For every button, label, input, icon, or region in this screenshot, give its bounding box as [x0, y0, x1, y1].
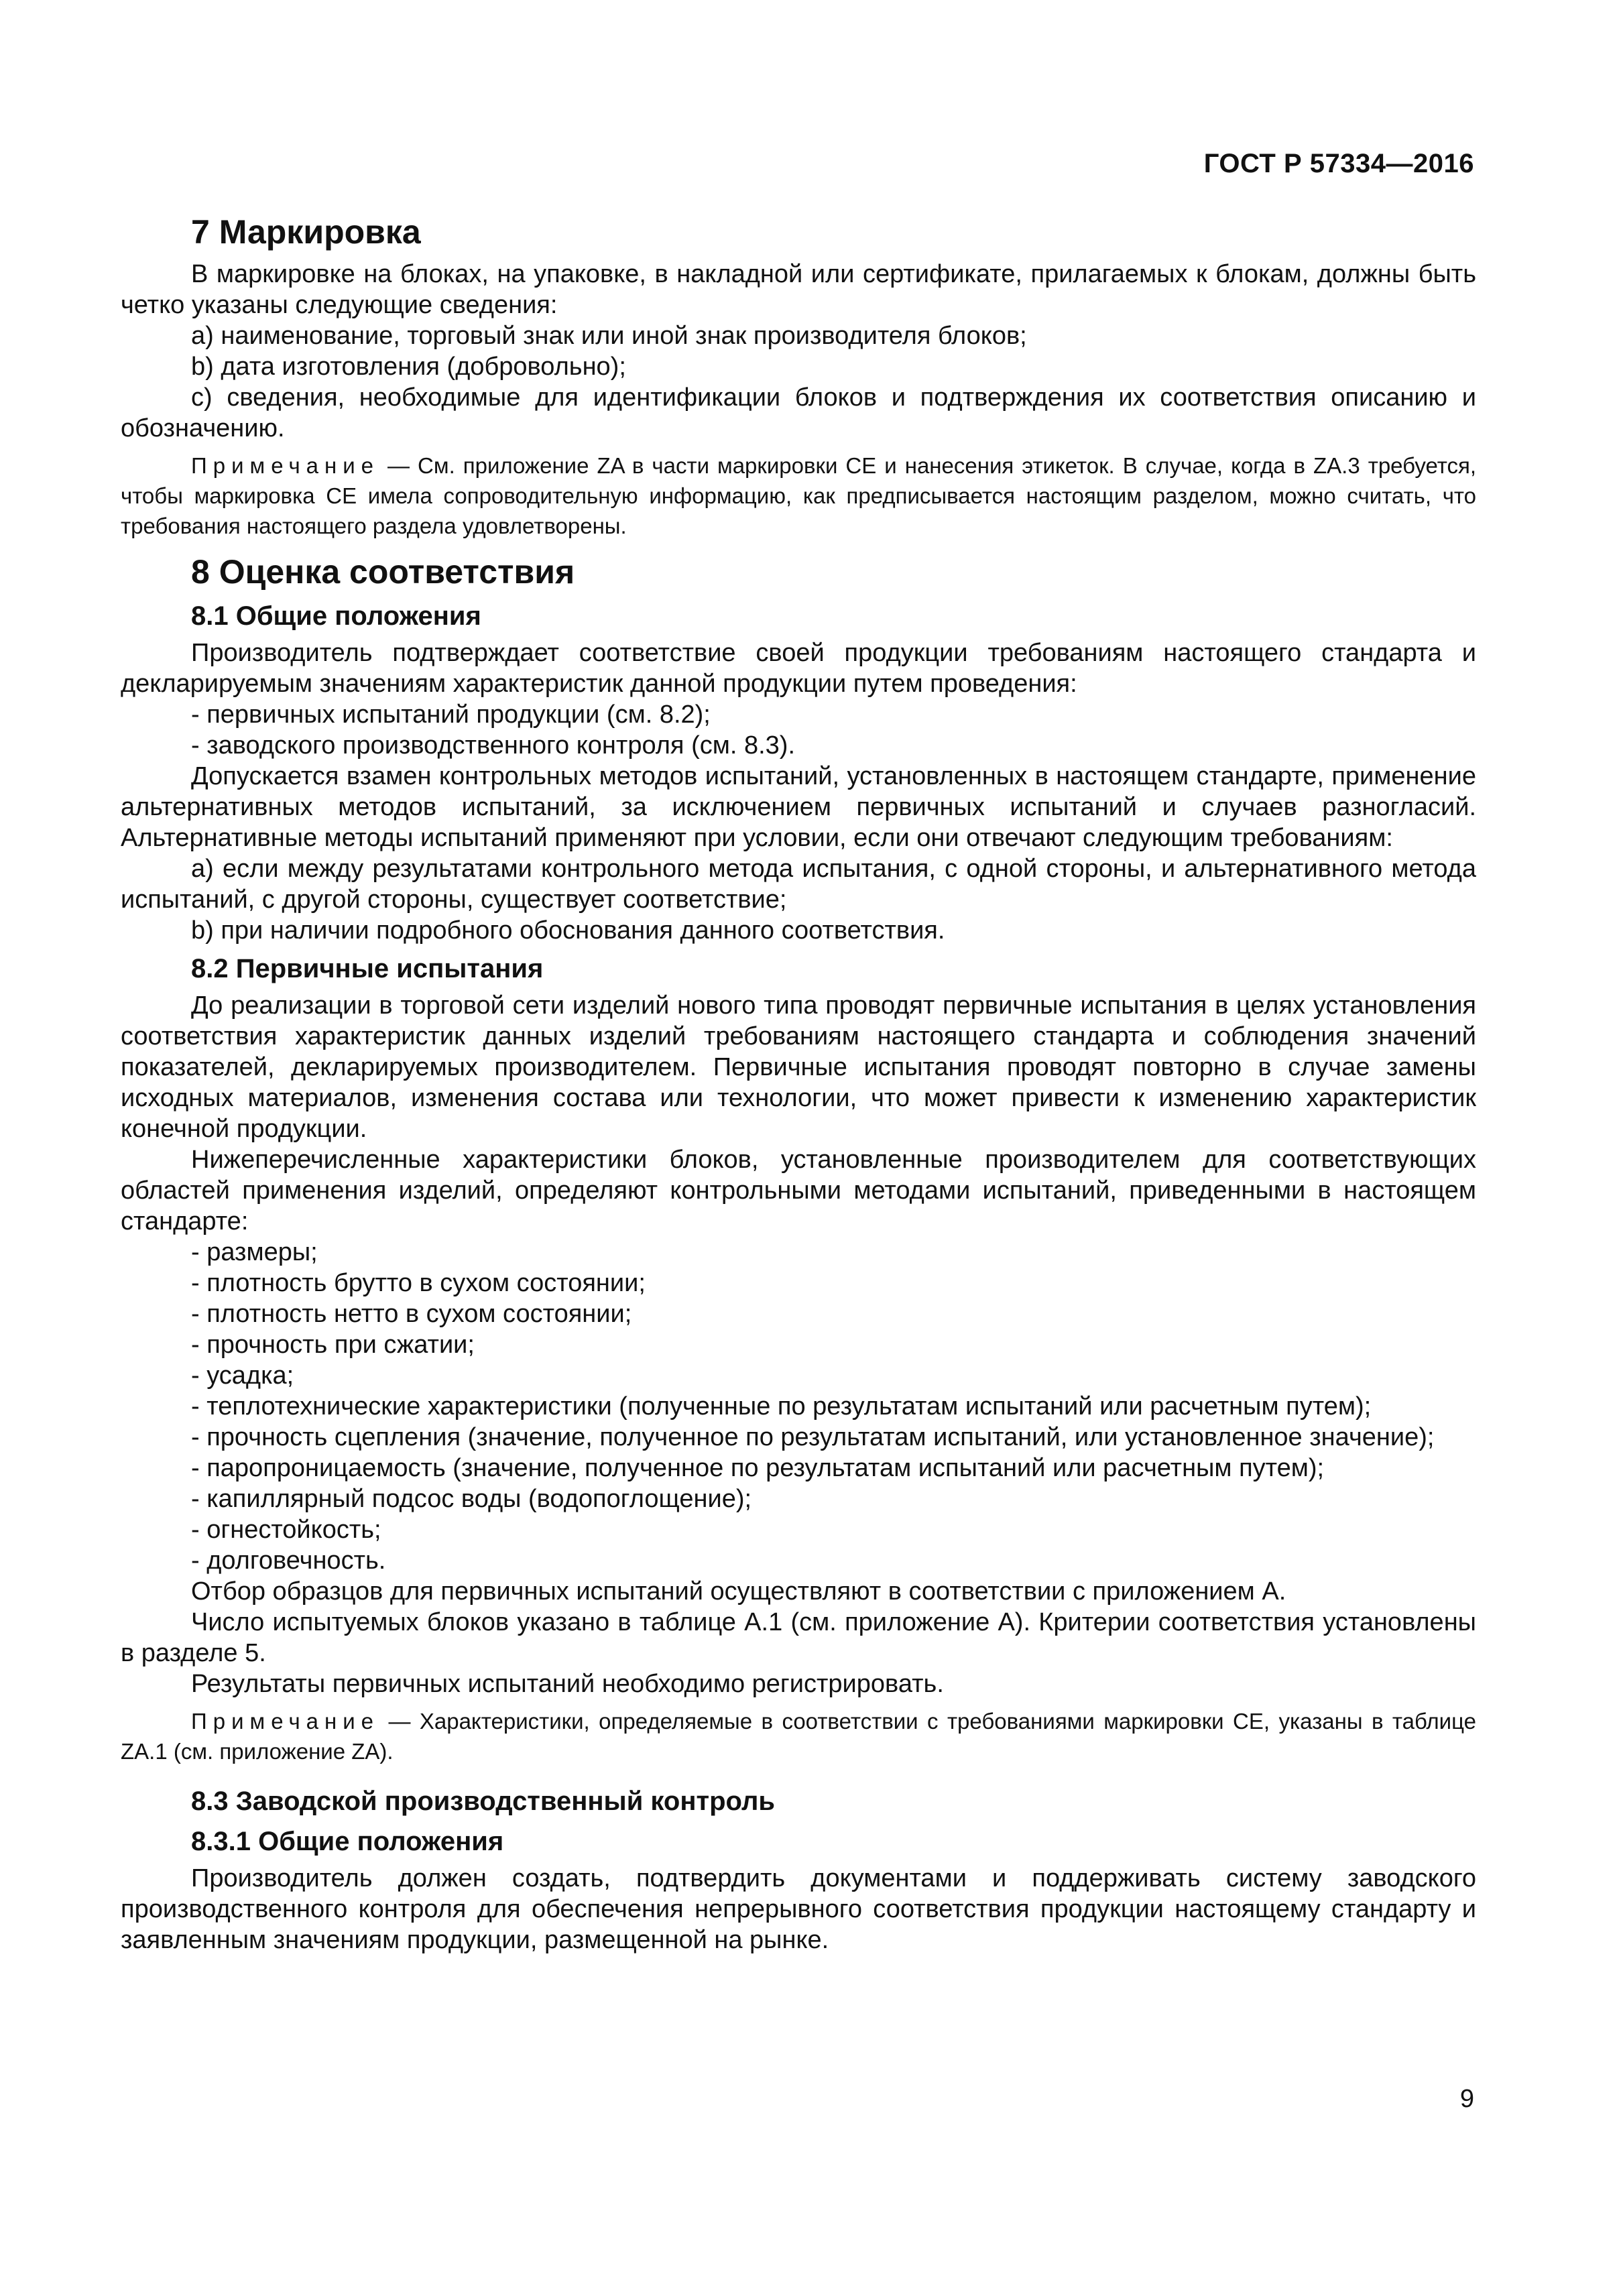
- section-8-2-para-1: До реализации в торговой сети изделий нового типа проводят первичные испытания в целях установления соответствия характеристик данных изделий требованиям настоящего стандарта и соблюдения значений показателей, декларируемых производителем. Первичные испытания проводят повторно в случае замены исходных материалов, изменения состава или технологии, что может привести к изменению характеристик конечной продукции.: [121, 991, 1476, 1143]
- characteristic-list-item: - капиллярный подсос воды (водопоглощение);: [191, 1485, 752, 1513]
- section-8-1-item-b: b) при наличии подробного обоснования данного соответствия.: [191, 916, 945, 945]
- characteristic-list-item: - огнестойкость;: [191, 1516, 381, 1544]
- section-8-1-para-2: Допускается взамен контрольных методов испытаний, установленных в настоящем стандарте, применение альтернативных методов испытаний, за исключением первичных испытаний и случаев разногласий. Альтернативные методы испытаний применяют при условии, если они отвечают следующим требованиям:: [121, 762, 1476, 852]
- characteristic-list-item: - прочность при сжатии;: [191, 1331, 475, 1359]
- note-label: Примечание: [191, 1709, 380, 1734]
- characteristic-list-item: - размеры;: [191, 1238, 318, 1266]
- section-7-intro: В маркировке на блоках, на упаковке, в накладной или сертификате, прилагаемых к блокам, должны быть четко указаны следующие сведения:: [121, 260, 1476, 319]
- note-text: — Характеристики, определяемые в соответствии с требованиями маркировки CE, указаны в таблице ZA.1 (см. приложение ZA).: [121, 1709, 1476, 1764]
- note-label: Примечание: [191, 453, 380, 478]
- section-8-1-item-a: a) если между результатами контрольного метода испытания, с одной стороны, и альтернативного метода испытаний, с другой стороны, существует соответствие;: [121, 855, 1476, 914]
- characteristic-list-item: - плотность брутто в сухом состоянии;: [191, 1269, 646, 1297]
- section-7-item-b: b) дата изготовления (добровольно);: [191, 353, 626, 381]
- section-8-2-para-5: Результаты первичных испытаний необходимо регистрировать.: [191, 1670, 944, 1698]
- page-content: [121, 201, 1476, 1955]
- document-header: ГОСТ Р 57334—2016: [1203, 149, 1474, 178]
- page-number: 9: [1459, 2085, 1474, 2113]
- section-8-3-title: 8.3 Заводской производственный контроль: [191, 1787, 775, 1816]
- section-8-1-para-1: Производитель подтверждает соответствие своей продукции требованиям настоящего стандарта и декларируемым значениям характеристик данной продукции путем проведения:: [121, 639, 1476, 698]
- section-8-title: 8 Оценка соответствия: [191, 553, 575, 591]
- section-8-2-note: [121, 1706, 1476, 1766]
- section-8-1-title: 8.1 Общие положения: [191, 601, 481, 631]
- section-7-note: [121, 450, 1476, 541]
- section-8-3-1-para-1: Производитель должен создать, подтвердить документами и поддерживать систему заводского производственного контроля для обеспечения непрерывного соответствия продукции настоящему стандарту и заявленным значениям продукции, размещенной на рынке.: [121, 1864, 1476, 1954]
- characteristic-list-item: - усадка;: [191, 1362, 294, 1390]
- section-8-2-para-2: Нижеперечисленные характеристики блоков, установленные производителем для соответствующих областей применения изделий, определяют контрольными методами испытаний, приведенными в настоящем стандарте:: [121, 1146, 1476, 1235]
- characteristic-list-item: - теплотехнические характеристики (полученные по результатам испытаний или расчетным путем);: [191, 1392, 1372, 1421]
- section-8-2-para-4: Число испытуемых блоков указано в таблице А.1 (см. приложение А). Критерии соответствия установлены в разделе 5.: [121, 1608, 1476, 1667]
- section-8-2-para-3: Отбор образцов для первичных испытаний осуществляют в соответствии с приложением А.: [191, 1577, 1286, 1606]
- characteristic-list-item: - плотность нетто в сухом состоянии;: [191, 1300, 632, 1328]
- characteristic-list-item: - долговечность.: [191, 1547, 386, 1575]
- note-text: — См. приложение ZA в части маркировки CE и нанесения этикеток. В случае, когда в ZA.3 требуется, чтобы маркировка CE имела сопроводительную информацию, как предписывается настоящим разделом, можно считать, что требования настоящего раздела удовлетворены.: [121, 453, 1476, 538]
- characteristic-list-item: - прочность сцепления (значение, полученное по результатам испытаний, или установленное значение);: [191, 1423, 1435, 1451]
- section-8-3-1-title: 8.3.1 Общие положения: [191, 1827, 504, 1856]
- section-7-item-c: c) сведения, необходимые для идентификации блоков и подтверждения их соответствия описанию и обозначению.: [121, 383, 1476, 442]
- section-8-1-list-item: - первичных испытаний продукции (см. 8.2);: [191, 701, 711, 729]
- section-8-1-list-item: - заводского производственного контроля (см. 8.3).: [191, 731, 795, 760]
- section-7-item-a: a) наименование, торговый знак или иной знак производителя блоков;: [191, 322, 1027, 350]
- section-7-title: 7 Маркировка: [191, 213, 421, 251]
- section-8-2-title: 8.2 Первичные испытания: [191, 954, 544, 983]
- characteristic-list-item: - паропроницаемость (значение, полученное по результатам испытаний или расчетным путем);: [191, 1454, 1325, 1482]
